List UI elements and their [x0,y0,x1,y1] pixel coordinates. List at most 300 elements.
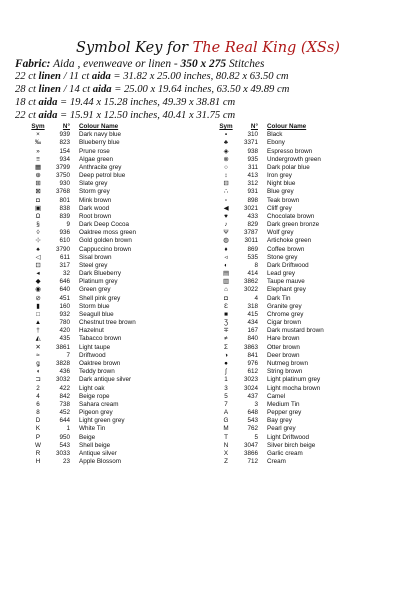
number-cell: 8 [254,261,258,269]
table-row [28,237,136,245]
colour-name-cell: Beige [79,433,96,441]
table-row [28,156,136,164]
table-row [216,409,324,417]
number-cell: 3022 [243,286,258,294]
number-cell: 3750 [55,172,70,180]
colour-name-cell: Dark Tin [267,294,291,302]
table-row [28,409,136,417]
number-cell: 435 [59,335,70,343]
number-cell: 976 [247,359,258,367]
table-row [216,229,324,237]
table-row [216,286,324,294]
symbol-cell: N [223,441,229,449]
table-header [28,123,136,131]
colour-name-cell: Oaktree brown [79,359,121,367]
colour-name-cell: Shell pink grey [79,294,121,302]
colour-name-cell: Cliff grey [267,204,292,212]
colour-name-cell: Light platinum grey [267,376,321,384]
colour-name-cell: Pearl grey [267,425,296,433]
colour-name-cell: Platinum grey [79,278,118,286]
number-cell: 154 [59,147,70,155]
number-cell: 535 [247,253,258,261]
colour-name-cell: Slate grey [79,180,108,188]
symbol-cell: 6 [36,400,40,408]
colour-name-cell: Light Driftwood [267,433,309,441]
table-header [216,123,324,131]
table-row [216,425,324,433]
colour-name-cell: Driftwood [79,351,106,359]
number-cell: 7 [66,351,70,359]
number-cell: 543 [247,417,258,425]
fabric-line [15,58,264,70]
table-row [28,450,136,458]
table-row [216,180,324,188]
table-row [216,254,324,262]
number-cell: 950 [59,433,70,441]
table-row [28,385,136,393]
symbol-cell: ⊠ [35,188,41,196]
number-cell: 310 [247,131,258,139]
colour-name-cell: Root brown [79,212,112,220]
size-line-3 [15,97,235,109]
number-cell: 936 [59,229,70,237]
table-row [216,311,324,319]
number-cell: 935 [247,155,258,163]
symbol-cell: Ɛ [224,302,228,310]
number-cell: 3787 [243,229,258,237]
symbol-cell: M [223,425,229,433]
number-cell: 415 [247,310,258,318]
symbol-cell: A [223,409,229,417]
fabric-label: Fabric: [15,58,51,70]
table-row [28,425,136,433]
symbol-cell: ♠ [36,245,40,253]
table-row [216,221,324,229]
symbol-cell: H [35,458,41,466]
number-cell: 318 [247,302,258,310]
table-row [216,237,324,245]
table-row [28,246,136,254]
symbol-cell: R [35,449,41,457]
symbol-cell: ◉ [35,286,41,294]
colour-name-cell: Steel grey [79,261,108,269]
title-name: The Real King (XSs) [192,40,340,56]
size-fabric2: aida [38,97,58,108]
table-row [28,164,136,172]
number-cell: 930 [59,180,70,188]
size-mid: / 11 ct [60,71,92,82]
table-row [28,303,136,311]
table-row [28,229,136,237]
number-cell: 3861 [55,343,70,351]
colour-name-cell: Silver birch beige [267,441,316,449]
symbol-cell: ǥ [36,359,40,367]
header-sym: Sym [31,123,45,130]
table-row [216,131,324,139]
colour-name-cell: Antique silver [79,449,117,457]
number-cell: 3768 [55,188,70,196]
colour-name-cell: Night blue [267,180,296,188]
table-row [28,139,136,147]
colour-name-cell: Sahara cream [79,400,119,408]
symbol-cell: ⊐ [35,376,41,384]
table-row [28,442,136,450]
number-cell: 3023 [243,376,258,384]
number-cell: 869 [247,245,258,253]
number-cell: 838 [59,204,70,212]
number-cell: 898 [247,196,258,204]
table-row [216,450,324,458]
table-row [28,295,136,303]
number-cell: 3799 [55,163,70,171]
symbol-table-right [216,123,324,466]
colour-name-cell: Cigar brown [267,319,301,327]
table-row [28,376,136,384]
symbol-cell: G [223,417,229,425]
symbol-cell: ⊗ [223,155,229,163]
size-fabric2: aida [38,110,58,121]
symbol-cell: 5 [224,392,228,400]
colour-name-cell: Oaktree moss green [79,229,137,237]
number-cell: 738 [59,400,70,408]
colour-name-cell: Dark green bronze [267,221,320,229]
table-row [216,246,324,254]
symbol-cell: ⊞ [35,180,41,188]
colour-name-cell: Teddy brown [79,368,115,376]
symbol-cell: 3 [224,384,228,392]
symbol-cell: ʃ [225,368,227,376]
symbol-cell: ◍ [223,237,229,245]
symbol-cell: ∓ [223,327,229,335]
colour-name-cell: Hazelnut [79,327,104,335]
table-row [216,262,324,270]
number-cell: 3371 [243,139,258,147]
colour-name-cell: Anthracite grey [79,163,122,171]
table-row [28,368,136,376]
symbol-cell: 8 [36,409,40,417]
colour-name-cell: Stone grey [267,253,298,261]
number-cell: 451 [59,294,70,302]
number-cell: 932 [59,310,70,318]
symbol-cell: ⊟ [223,180,229,188]
table-row [216,434,324,442]
table-row [216,303,324,311]
size-mid: / 14 ct [60,84,93,95]
header-name: Colour Name [79,123,119,130]
number-cell: 3862 [243,278,258,286]
symbol-cell: ◖ [36,368,40,376]
number-cell: 23 [62,458,70,466]
symbol-cell: ◂ [36,270,40,278]
size-line-2 [15,84,289,96]
symbol-cell: P [35,433,41,441]
colour-name-cell: Algae green [79,155,113,163]
table-row [216,442,324,450]
colour-name-cell: Light mocha brown [267,384,321,392]
table-row [28,352,136,360]
table-row [216,197,324,205]
table-row [28,270,136,278]
table-row [216,188,324,196]
header-num: N° [62,123,70,130]
symbol-cell: ⊹ [35,237,41,245]
number-cell: 839 [59,212,70,220]
number-cell: 3033 [55,449,70,457]
colour-name-cell: Dark Deep Cocoa [79,221,130,229]
colour-name-cell: Undergrowth green [267,155,321,163]
symbol-cell: ◘ [224,294,228,302]
symbol-cell: 7 [224,400,228,408]
title-prefix: Symbol Key for [76,40,193,56]
symbol-cell: ♣ [223,139,229,147]
number-cell: 420 [59,327,70,335]
colour-name-cell: Iron grey [267,172,292,180]
table-row [28,393,136,401]
colour-name-cell: Tabacco brown [79,335,122,343]
number-cell: 4 [254,294,258,302]
colour-name-cell: Pigeon grey [79,409,113,417]
number-cell: 5 [254,433,258,441]
symbol-cell: » [36,147,40,155]
colour-name-cell: Light green grey [79,417,125,425]
fabric-stitches: 350 x 275 [180,58,227,70]
symbol-cell: ◈ [223,147,229,155]
colour-name-cell: Garlic cream [267,449,303,457]
colour-name-cell: Apple Blossom [79,458,121,466]
table-row [216,139,324,147]
number-cell: 543 [59,441,70,449]
colour-name-cell: White Tin [79,425,106,433]
symbol-cell: K [35,425,41,433]
table-row [28,458,136,466]
symbol-cell: ◑ [224,351,228,359]
number-cell: 610 [59,237,70,245]
table-row [28,180,136,188]
table-row [28,213,136,221]
number-cell: 842 [59,392,70,400]
symbol-cell: Ω [35,212,41,220]
size-fabric2: aida [92,84,112,95]
colour-name-cell: Coffee brown [267,245,305,253]
number-cell: 160 [59,302,70,310]
symbol-cell: Ψ [223,229,229,237]
size-fabric2: aida [91,71,111,82]
symbol-cell: ≠ [224,335,228,343]
table-row [28,205,136,213]
colour-name-cell: Otter brown [267,343,300,351]
symbol-cell: ◭ [35,335,41,343]
number-cell: 437 [247,392,258,400]
header-sym: Sym [219,123,233,130]
colour-name-cell: Wolf grey [267,229,294,237]
colour-name-cell: Storm blue [79,302,110,310]
size-fabric: linen [38,84,61,95]
number-cell: 3 [254,400,258,408]
number-cell: 434 [247,319,258,327]
symbol-cell: Ʒ [224,319,228,327]
colour-name-cell: Elephant grey [267,286,306,294]
symbol-cell: ∴ [223,188,228,196]
symbol-cell: ⊘ [35,294,41,302]
symbol-cell: ▥ [223,278,229,286]
page-title [0,40,416,56]
table-row [216,164,324,172]
table-row [28,197,136,205]
number-cell: 823 [59,139,70,147]
number-cell: 3863 [243,343,258,351]
number-cell: 312 [247,180,258,188]
symbol-cell: ▫ [224,196,228,204]
colour-name-cell: Black [267,131,283,139]
number-cell: 931 [247,188,258,196]
symbol-cell: Z [224,458,228,466]
symbol-cell: T [224,433,228,441]
colour-name-cell: Dark navy blue [79,131,121,139]
number-cell: 3828 [55,359,70,367]
table-row [216,172,324,180]
table-row [216,401,324,409]
colour-name-cell: Shell beige [79,441,111,449]
colour-name-cell: Deep petrol blue [79,172,126,180]
colour-name-cell: Dark Driftwood [267,261,309,269]
symbol-cell: ▤ [223,270,229,278]
colour-name-cell: Light taupe [79,343,111,351]
symbol-cell: ◊ [36,229,40,237]
table-row [216,319,324,327]
table-row [28,278,136,286]
colour-name-cell: Light oak [79,384,105,392]
symbol-cell: ◆ [35,278,41,286]
table-row [216,327,324,335]
colour-name-cell: Teak brown [267,196,300,204]
colour-name-cell: Taupe mauve [267,278,305,286]
colour-name-cell: Deer brown [267,351,300,359]
colour-name-cell: Medium Tin [267,400,300,408]
symbol-cell: ↕ [224,172,228,180]
table-row [216,458,324,466]
number-cell: 436 [59,368,70,376]
number-cell: 32 [62,270,70,278]
size-dims: = 15.91 x 12.50 inches, 40.41 x 31.75 cm [57,110,236,121]
fabric-suffix: Stitches [226,58,265,70]
colour-name-cell: Gold golden brown [79,237,132,245]
table-row [28,131,136,139]
table-row [28,188,136,196]
symbol-cell: ■ [224,310,228,318]
symbol-table-left [28,123,136,466]
size-dims: = 19.44 x 15.28 inches, 49.39 x 38.81 cm [57,97,236,108]
colour-name-cell: Dark mustard brown [267,327,324,335]
symbol-cell: ‰ [34,139,42,147]
colour-name-cell: Dark antique silver [79,376,132,384]
table-row [28,254,136,262]
table-row [216,295,324,303]
colour-name-cell: Bay grey [267,417,292,425]
number-cell: 3790 [55,245,70,253]
symbol-cell: Σ [224,343,228,351]
symbol-cell: ◁ [35,253,41,261]
colour-name-cell: Blue grey [267,188,294,196]
number-cell: 829 [247,221,258,229]
colour-name-cell: Mink brown [79,196,112,204]
size-count: 28 ct [15,84,39,95]
colour-name-cell: Seagull blue [79,310,114,318]
symbol-cell: ◐ [224,261,228,269]
colour-name-cell: Espresso brown [267,147,313,155]
colour-name-cell: Sisal brown [79,253,112,261]
size-count: 22 ct [15,71,39,82]
symbol-cell: □ [36,310,40,318]
colour-name-cell: Chestnut tree brown [79,319,136,327]
colour-name-cell: Beige rope [79,392,110,400]
number-cell: 413 [247,172,258,180]
header-name: Colour Name [267,123,307,130]
number-cell: 317 [59,261,70,269]
colour-name-cell: Dark Blueberry [79,270,121,278]
colour-name-cell: Chrome grey [267,310,304,318]
table-row [216,156,324,164]
symbol-cell: ⊕ [35,172,41,180]
colour-name-cell: Ebony [267,139,285,147]
symbol-cell: ▮ [36,302,40,310]
number-cell: 311 [247,163,258,171]
table-row [216,278,324,286]
number-cell: 9 [66,221,70,229]
symbol-cell: ✕ [35,343,41,351]
colour-name-cell: Chocolate brown [267,212,315,220]
number-cell: 3032 [55,376,70,384]
number-cell: 3011 [244,237,258,245]
colour-name-cell: Storm grey [79,188,110,196]
table-row [28,286,136,294]
symbol-cell: ◃ [224,253,228,261]
colour-name-cell: Lead grey [267,270,296,278]
number-cell: 841 [247,351,258,359]
symbol-cell: ◘ [36,196,40,204]
colour-name-cell: Artichoke green [267,237,312,245]
size-dims: = 25.00 x 19.64 inches, 63.50 x 49.89 cm [111,84,290,95]
table-row [216,205,324,213]
symbol-cell: 4 [36,392,40,400]
number-cell: 167 [247,327,258,335]
size-count: 22 ct [15,110,39,121]
table-row [28,434,136,442]
symbol-cell: ⊡ [35,261,41,269]
symbol-cell: × [36,131,40,139]
header-num: N° [250,123,258,130]
table-row [28,401,136,409]
table-row [28,262,136,270]
number-cell: 3047 [243,441,258,449]
colour-name-cell: Nutmeg brown [267,359,308,367]
table-row [28,148,136,156]
size-count: 18 ct [15,97,39,108]
number-cell: 3866 [243,449,258,457]
colour-name-cell: Dark wood [79,204,110,212]
number-cell: 1 [66,425,70,433]
table-row [216,344,324,352]
table-row [216,213,324,221]
number-cell: 840 [247,335,258,343]
symbol-cell: ● [224,359,228,367]
table-row [28,221,136,229]
symbol-cell: ≡ [36,155,40,163]
number-cell: 934 [59,155,70,163]
size-fabric: linen [38,71,61,82]
number-cell: 452 [59,409,70,417]
colour-name-cell: Cappuccino brown [79,245,132,253]
fabric-text: Aida , evenweave or linen - [50,58,181,70]
